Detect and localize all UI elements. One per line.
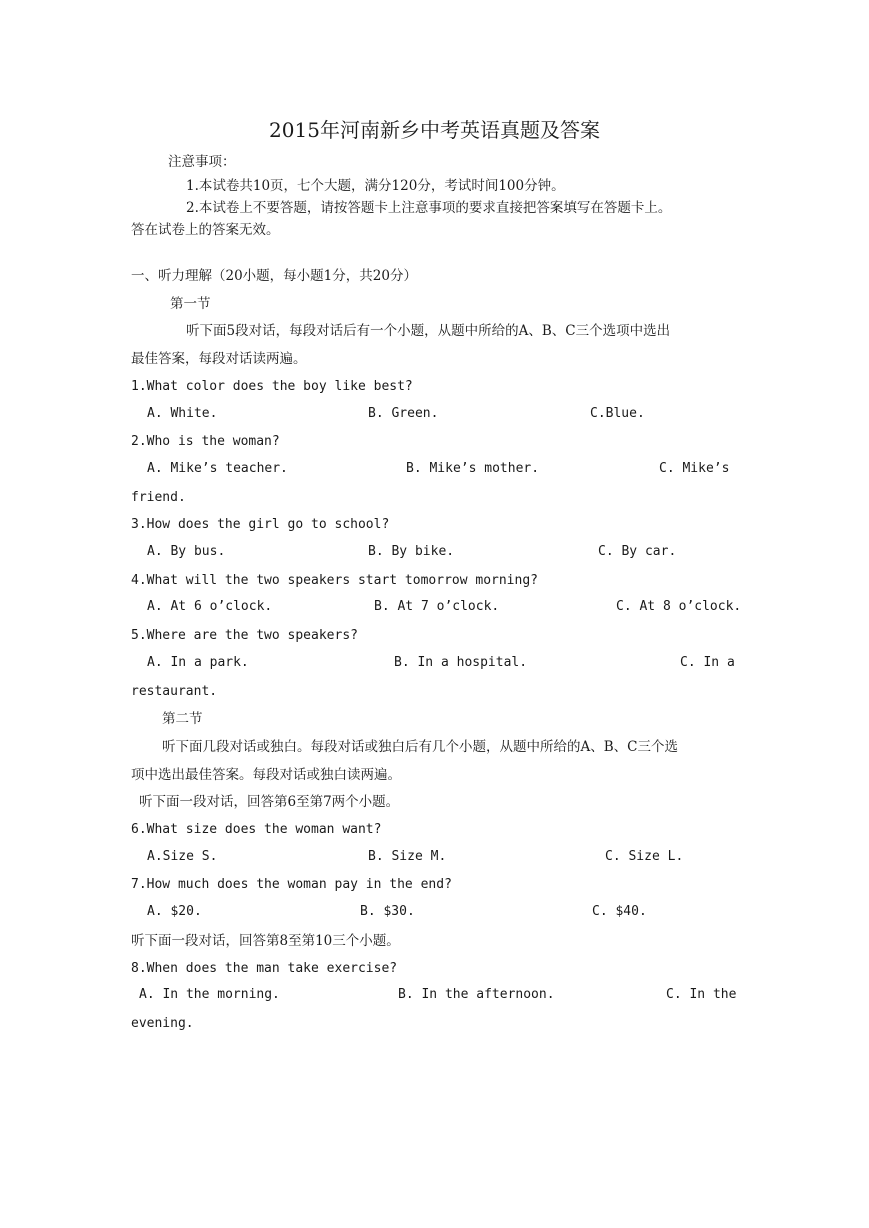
question-8: 8.When does the man take exercise? xyxy=(131,961,398,976)
question-4-option-c: C. At 8 o’clock. xyxy=(616,599,742,614)
question-3-option-b: B. By bike. xyxy=(368,544,455,559)
notice-item-2-line-2: 答在试卷上的答案无效。 xyxy=(131,222,280,238)
notice-heading: 注意事项： xyxy=(168,154,236,170)
section-1-heading: 一、听力理解（20小题，每小题1分，共20分） xyxy=(131,268,417,284)
part-2-subheading-1: 听下面一段对话，回答第6至第7两个小题。 xyxy=(139,794,400,810)
question-5-option-b: B. In a hospital. xyxy=(394,655,528,670)
question-6-option-c: C. Size L. xyxy=(605,849,684,864)
question-5-option-c-wrap: restaurant. xyxy=(131,684,218,699)
question-2-option-c: C. Mike’s xyxy=(659,461,730,476)
part-2-instruction-line-1: 听下面几段对话或独白。每段对话或独白后有几个小题，从题中所给的A、B、C三个选 xyxy=(162,739,678,755)
question-4: 4.What will the two speakers start tomorrow morning? xyxy=(131,573,538,588)
question-2-option-b: B. Mike’s mother. xyxy=(406,461,540,476)
question-7-option-c: C. $40. xyxy=(592,904,647,919)
part-1-instruction-line-1: 听下面5段对话，每段对话后有一个小题，从题中所给的A、B、C三个选项中选出 xyxy=(186,323,671,339)
part-1-heading: 第一节 xyxy=(170,296,211,312)
question-1: 1.What color does the boy like best? xyxy=(131,379,413,394)
question-8-option-b: B. In the afternoon. xyxy=(398,987,555,1002)
question-3-option-a: A. By bus. xyxy=(147,544,226,559)
question-2-option-a: A. Mike’s teacher. xyxy=(147,461,288,476)
question-5: 5.Where are the two speakers? xyxy=(131,628,358,643)
question-8-option-a: A. In the morning. xyxy=(139,987,280,1002)
question-1-option-c: C.Blue. xyxy=(590,406,645,421)
question-4-option-b: B. At 7 o’clock. xyxy=(374,599,500,614)
part-2-heading: 第二节 xyxy=(162,711,203,727)
question-3-option-c: C. By car. xyxy=(598,544,677,559)
question-6-option-a: A.Size S. xyxy=(147,849,218,864)
question-8-option-c-wrap: evening. xyxy=(131,1016,194,1031)
question-6: 6.What size does the woman want? xyxy=(131,822,382,837)
question-6-option-b: B. Size M. xyxy=(368,849,447,864)
question-7-option-a: A. $20. xyxy=(147,904,202,919)
part-2-subheading-2: 听下面一段对话，回答第8至第10三个小题。 xyxy=(131,933,400,949)
question-2-option-c-wrap: friend. xyxy=(131,490,186,505)
question-1-option-a: A. White. xyxy=(147,406,218,421)
question-2: 2.Who is the woman? xyxy=(131,434,280,449)
part-2-instruction-line-2: 项中选出最佳答案。每段对话或独白读两遍。 xyxy=(131,767,401,783)
question-8-option-c: C. In the xyxy=(666,987,737,1002)
notice-item-2-line-1: 2.本试卷上不要答题，请按答题卡上注意事项的要求直接把答案填写在答题卡上。 xyxy=(186,200,672,216)
question-7-option-b: B. $30. xyxy=(360,904,415,919)
question-5-option-c: C. In a xyxy=(680,655,735,670)
question-5-option-a: A. In a park. xyxy=(147,655,249,670)
notice-item-1: 1.本试卷共10页，七个大题，满分120分，考试时间100分钟。 xyxy=(186,178,565,194)
question-4-option-a: A. At 6 o’clock. xyxy=(147,599,273,614)
question-7: 7.How much does the woman pay in the end? xyxy=(131,877,452,892)
document-title: 2015年河南新乡中考英语真题及答案 xyxy=(269,118,600,142)
question-1-option-b: B. Green. xyxy=(368,406,439,421)
question-3: 3.How does the girl go to school? xyxy=(131,517,390,532)
part-1-instruction-line-2: 最佳答案，每段对话读两遍。 xyxy=(131,351,307,367)
